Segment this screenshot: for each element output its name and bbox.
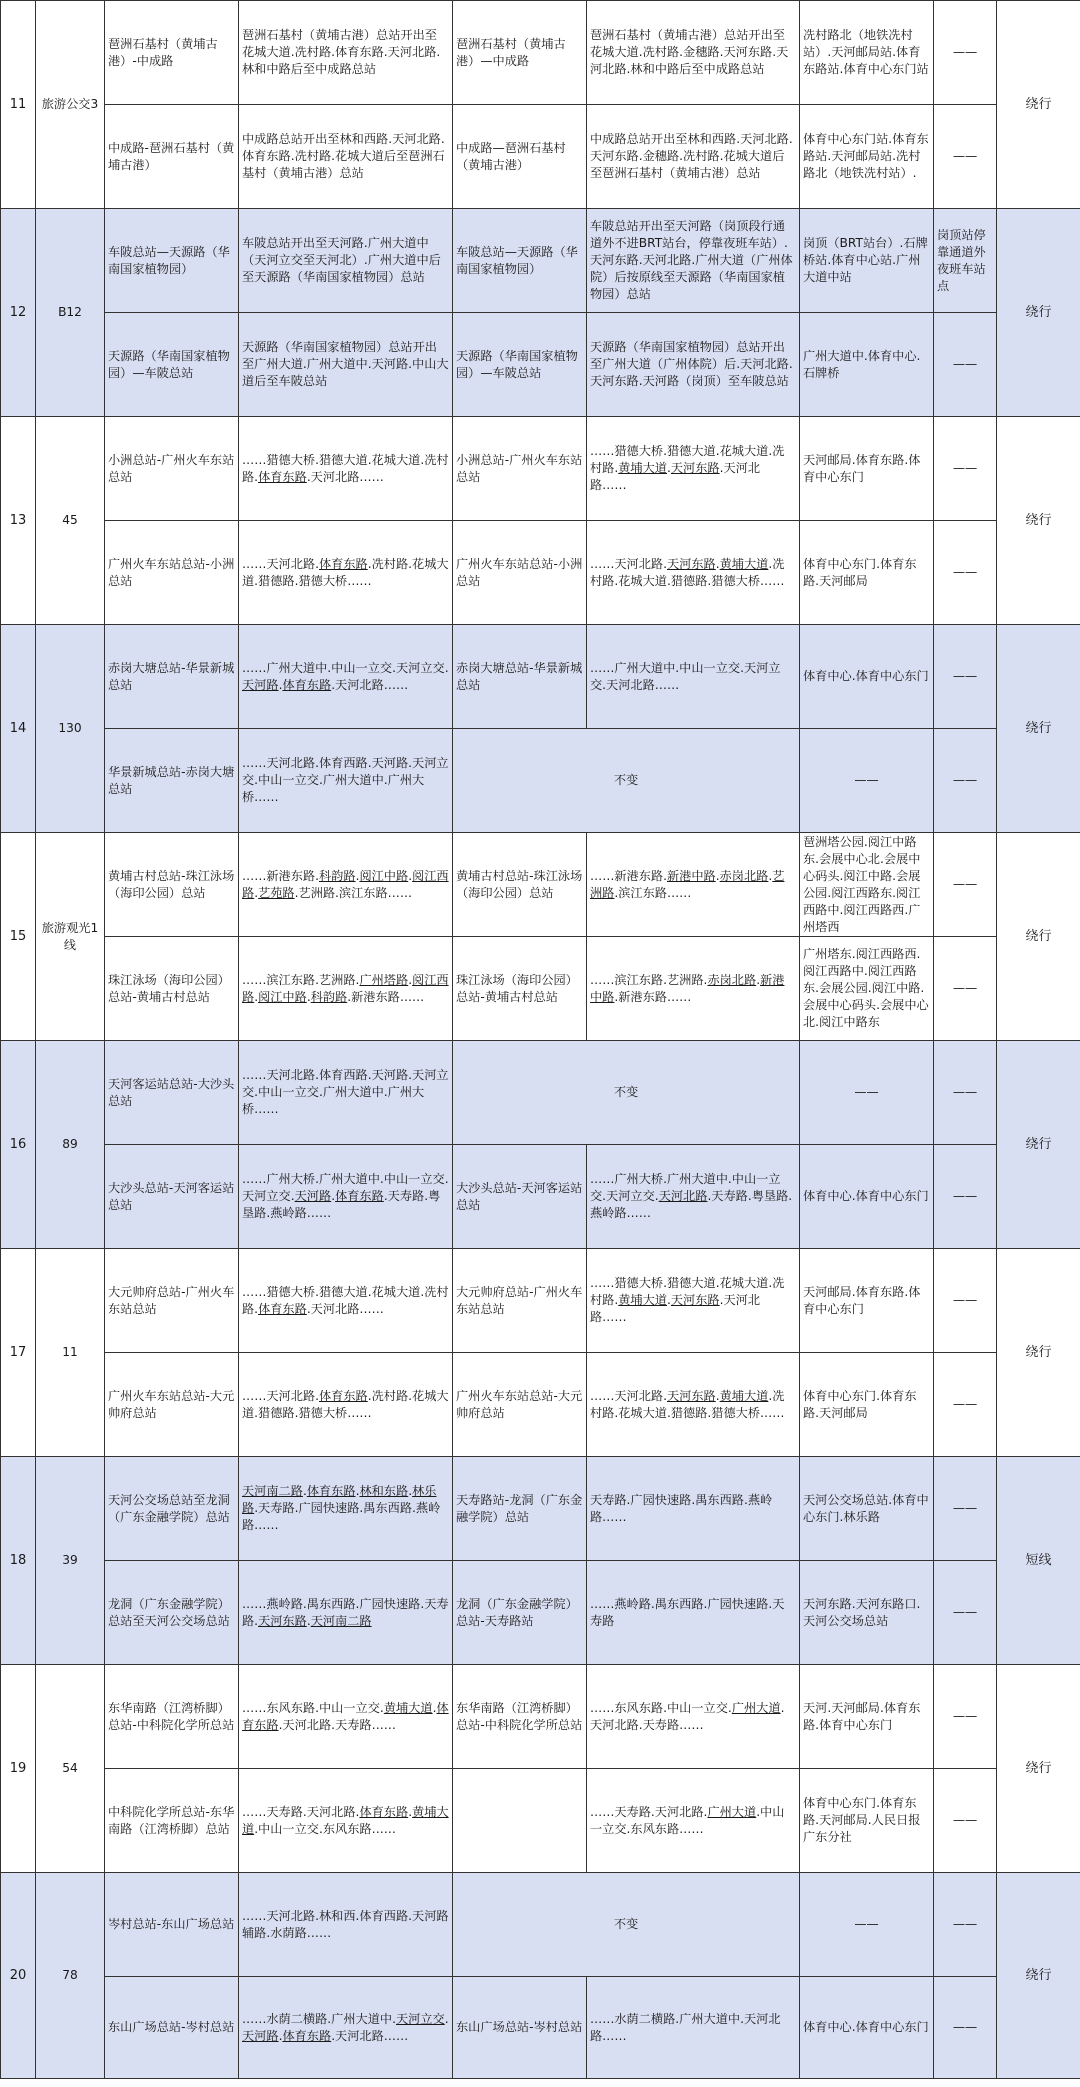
original-route: 珠江泳场（海印公园）总站-黄埔古村总站 [105,937,239,1041]
table-row [1,937,1080,1041]
original-route: 中科院化学所总站-东华南路（江湾桥脚）总站 [105,1769,239,1873]
new-route: 广州火车东站总站-小洲总站 [453,521,587,625]
table-row [1,1145,1080,1249]
added-stops: —— [934,313,997,417]
added-stops: —— [934,1977,997,2079]
cancelled-stops: 天河邮局.体育东路.体育中心东门 [800,417,934,521]
row-number: 11 [1,1,36,209]
original-route: 琶洲石基村（黄埔古港）-中成路 [105,1,239,105]
row-number: 14 [1,625,36,833]
table-row [1,105,1080,209]
new-route: 广州火车东站总站-大元帅府总站 [453,1353,587,1457]
line-name: 130 [36,625,105,833]
original-path: 中成路总站开出至林和西路.天河北路.体育东路.冼村路.花城大道后至琶洲石基村（黄埔古港）总站 [239,105,453,209]
added-stops: —— [934,521,997,625]
line-name: B12 [36,209,105,417]
new-path: ……天寿路.天河北路.广州大道.中山一立交.东风东路…… [587,1769,800,1873]
new-route: 大元帅府总站-广州火车东站总站 [453,1249,587,1353]
row-number: 13 [1,417,36,625]
original-route: 小洲总站-广州火车东站总站 [105,417,239,521]
original-route: 天源路（华南国家植物园）—车陂总站 [105,313,239,417]
adjust-type: 绕行 [997,1249,1080,1457]
adjust-type: 绕行 [997,209,1080,417]
new-route: 中成路—琶洲石基村（黄埔古港） [453,105,587,209]
cancelled-stops: 体育中心东门.体育东路.天河邮局 [800,1353,934,1457]
table-row [1,625,1080,729]
new-route: 东华南路（江湾桥脚）总站-中科院化学所总站 [453,1665,587,1769]
added-stops: —— [934,937,997,1041]
cancelled-stops: 天河邮局.体育东路.体育中心东门 [800,1249,934,1353]
cancelled-stops: 岗顶（BRT站台）.石牌桥站.体育中心站.广州大道中站 [800,209,934,313]
added-stops: —— [934,1457,997,1561]
cancelled-stops: —— [800,1041,934,1145]
row-number: 19 [1,1665,36,1873]
added-stops: —— [934,1769,997,1873]
original-path: 天源路（华南国家植物园）总站开出至广州大道.广州大道中.天河路.中山大道后至车陂总站 [239,313,453,417]
row-number: 15 [1,833,36,1041]
table-row [1,209,1080,313]
original-route: 东华南路（江湾桥脚）总站-中科院化学所总站 [105,1665,239,1769]
original-path: ……燕岭路.禺东西路.广园快速路.天寿路.天河东路.天河南二路 [239,1561,453,1665]
original-route: 东山广场总站-岑村总站 [105,1977,239,2079]
new-route: 天寿路站-龙洞（广东金融学院）总站 [453,1457,587,1561]
original-path: ……新港东路.科韵路.阅江中路.阅江西路.艺苑路.艺洲路.滨江东路…… [239,833,453,937]
original-route: 赤岗大塘总站-华景新城总站 [105,625,239,729]
table-row [1,729,1080,833]
new-path: ……东风东路.中山一立交.广州大道.天河北路.天寿路…… [587,1665,800,1769]
new-path: ……天河北路.天河东路.黄埔大道.冼村路.花城大道.猎德路.猎德大桥…… [587,1353,800,1457]
row-number: 16 [1,1041,36,1249]
adjust-type: 绕行 [997,625,1080,833]
original-route: 大元帅府总站-广州火车东站总站 [105,1249,239,1353]
original-path: ……广州大桥.广州大道中.中山一立交.天河立交.天河路.体育东路.天寿路.粤垦路.燕岭路…… [239,1145,453,1249]
original-path: ……天寿路.天河北路.体育东路.黄埔大道.中山一立交.东风东路…… [239,1769,453,1873]
cancelled-stops: 天河.天河邮局.体育东路.体育中心东门 [800,1665,934,1769]
original-path: 天河南二路.体育东路.林和东路.林乐路.天寿路.广园快速路.禺东西路.燕岭路…… [239,1457,453,1561]
row-number: 17 [1,1249,36,1457]
added-stops: —— [934,417,997,521]
cancelled-stops: 体育中心.体育中心东门 [800,625,934,729]
added-stops: —— [934,1561,997,1665]
new-route: 天源路（华南国家植物园）—车陂总站 [453,313,587,417]
added-stops: —— [934,1041,997,1145]
cancelled-stops: 冼村路北（地铁冼村站）.天河邮局站.体育东路站.体育中心东门站 [800,1,934,105]
table-body [1,1,1080,2079]
cancelled-stops: 广州大道中.体育中心.石牌桥 [800,313,934,417]
original-route: 龙洞（广东金融学院）总站至天河公交场总站 [105,1561,239,1665]
original-route: 岑村总站-东山广场总站 [105,1873,239,1977]
added-stops: —— [934,105,997,209]
new-route: 龙洞（广东金融学院）总站-天寿路站 [453,1561,587,1665]
new-route: 珠江泳场（海印公园）总站-黄埔古村总站 [453,937,587,1041]
original-route: 华景新城总站-赤岗大塘总站 [105,729,239,833]
new-route: 琶洲石基村（黄埔古港）—中成路 [453,1,587,105]
unchanged-note: 不变 [453,1873,800,1977]
new-path: 天寿路.广园快速路.禺东西路.燕岭路…… [587,1457,800,1561]
original-path: 车陂总站开出至天河路.广州大道中（天河立交至天河北）.广州大道中后至天源路（华南国家植物园）总站 [239,209,453,313]
new-path: ……天河北路.天河东路.黄埔大道.冼村路.花城大道.猎德路.猎德大桥…… [587,521,800,625]
adjust-type: 绕行 [997,1873,1080,2079]
cancelled-stops: 天河公交场总站.体育中心东门.林乐路 [800,1457,934,1561]
cancelled-stops: 体育中心东门站.体育东路站.天河邮局站.冼村路北（地铁冼村站）. [800,105,934,209]
new-path: ……水荫二横路.广州大道中.天河北路…… [587,1977,800,2079]
new-route: 黄埔古村总站-珠江泳场（海印公园）总站 [453,833,587,937]
new-path: ……滨江东路.艺洲路.赤岗北路.新港中路.新港东路…… [587,937,800,1041]
added-stops: —— [934,1249,997,1353]
original-path: ……天河北路.体育西路.天河路.天河立交.中山一立交.广州大道中.广州大桥…… [239,729,453,833]
original-route: 中成路-琶洲石基村（黄埔古港） [105,105,239,209]
cancelled-stops: 广州塔东.阅江西路西.阅江西路中.阅江西路东.会展公园.阅江中路.会展中心码头.会展中心北.阅江中路东 [800,937,934,1041]
original-path: ……天河北路.体育东路.冼村路.花城大道.猎德路.猎德大桥…… [239,521,453,625]
table-row [1,1249,1080,1353]
original-path: 琶洲石基村（黄埔古港）总站开出至花城大道.冼村路.体育东路.天河北路.林和中路后至中成路总站 [239,1,453,105]
added-stops: —— [934,1873,997,1977]
new-path: ……新港东路.新港中路.赤岗北路.艺洲路.滨江东路…… [587,833,800,937]
added-stops: —— [934,1353,997,1457]
original-route: 广州火车东站总站-大元帅府总站 [105,1353,239,1457]
line-name: 旅游观光1线 [36,833,105,1041]
original-route: 天河公交场总站至龙洞（广东金融学院）总站 [105,1457,239,1561]
original-path: ……天河北路.体育东路.冼村路.花城大道.猎德路.猎德大桥…… [239,1353,453,1457]
adjust-type: 绕行 [997,417,1080,625]
added-stops: —— [934,1,997,105]
original-path: ……东风东路.中山一立交.黄埔大道.体育东路.天河北路.天寿路…… [239,1665,453,1769]
cancelled-stops: 体育中心东门.体育东路.天河邮局.人民日报广东分社 [800,1769,934,1873]
new-route [453,1769,587,1873]
table-row [1,1041,1080,1145]
original-path: ……猎德大桥.猎德大道.花城大道.冼村路.体育东路.天河北路…… [239,417,453,521]
line-name: 39 [36,1457,105,1665]
original-route: 广州火车东站总站-小洲总站 [105,521,239,625]
added-stops: 岗顶站停靠通道外夜班车站点 [934,209,997,313]
added-stops: —— [934,833,997,937]
table-row [1,1457,1080,1561]
new-path: ……猎德大桥.猎德大道.花城大道.冼村路.黄埔大道.天河东路.天河北路…… [587,417,800,521]
adjust-type: 绕行 [997,1665,1080,1873]
table-row [1,1769,1080,1873]
cancelled-stops: —— [800,729,934,833]
original-route: 大沙头总站-天河客运站总站 [105,1145,239,1249]
table-row [1,1873,1080,1977]
table-row [1,521,1080,625]
added-stops: —— [934,1145,997,1249]
cancelled-stops: 体育中心.体育中心东门 [800,1977,934,2079]
original-path: ……天河北路.体育西路.天河路.天河立交.中山一立交.广州大道中.广州大桥…… [239,1041,453,1145]
row-number: 12 [1,209,36,417]
added-stops: —— [934,625,997,729]
adjust-type: 绕行 [997,1041,1080,1249]
new-route: 小洲总站-广州火车东站总站 [453,417,587,521]
new-path: 车陂总站开出至天河路（岗顶段行通道外不进BRT站台，停靠夜班车站）.天河东路.天河北路.广州大道（广州体院）后按原线至天源路（华南国家植物园）总站 [587,209,800,313]
new-path: 天源路（华南国家植物园）总站开出至广州大道（广州体院）后.天河北路.天河东路.天河路（岗顶）至车陂总站 [587,313,800,417]
new-route: 赤岗大塘总站-华景新城总站 [453,625,587,729]
line-name: 78 [36,1873,105,2079]
line-name: 54 [36,1665,105,1873]
line-name: 11 [36,1249,105,1457]
original-path: ……水荫二横路.广州大道中.天河立交.天河路.体育东路.天河北路…… [239,1977,453,2079]
table-row [1,1561,1080,1665]
table-row [1,1665,1080,1769]
original-route: 天河客运站总站-大沙头总站 [105,1041,239,1145]
adjust-type: 短线 [997,1457,1080,1665]
adjust-type: 绕行 [997,1,1080,209]
row-number: 18 [1,1457,36,1665]
cancelled-stops: 琶洲塔公园.阅江中路东.会展中心北.会展中心码头.阅江中路.会展公园.阅江西路东.阅江西路中.阅江西路西.广州塔西 [800,833,934,937]
new-path: ……燕岭路.禺东西路.广园快速路.天寿路 [587,1561,800,1665]
table-row [1,417,1080,521]
original-path: ……天河北路.林和西.体育西路.天河路辅路.水荫路…… [239,1873,453,1977]
original-route: 车陂总站—天源路（华南国家植物园） [105,209,239,313]
cancelled-stops: 体育中心东门.体育东路.天河邮局 [800,521,934,625]
line-name: 45 [36,417,105,625]
original-route: 黄埔古村总站-珠江泳场（海印公园）总站 [105,833,239,937]
added-stops: —— [934,729,997,833]
cancelled-stops: —— [800,1873,934,1977]
table-row [1,1,1080,105]
line-name: 旅游公交3 [36,1,105,209]
new-route: 车陂总站—天源路（华南国家植物园） [453,209,587,313]
new-path: ……广州大桥.广州大道中.中山一立交.天河立交.天河北路.天寿路.粤垦路.燕岭路…… [587,1145,800,1249]
table-row [1,1353,1080,1457]
new-path: 中成路总站开出至林和西路.天河北路.天河东路.金穗路.冼村路.花城大道后至琶洲石基村（黄埔古港）总站 [587,105,800,209]
unchanged-note: 不变 [453,1041,800,1145]
original-path: ……广州大道中.中山一立交.天河立交.天河路.体育东路.天河北路…… [239,625,453,729]
new-path: 琶洲石基村（黄埔古港）总站开出至花城大道.冼村路.金穗路.天河东路.天河北路.林和中路后至中成路总站 [587,1,800,105]
new-path: ……广州大道中.中山一立交.天河立交.天河北路…… [587,625,800,729]
original-path: ……猎德大桥.猎德大道.花城大道.冼村路.体育东路.天河北路…… [239,1249,453,1353]
adjust-type: 绕行 [997,833,1080,1041]
row-number: 20 [1,1873,36,2079]
original-path: ……滨江东路.艺洲路.广州塔路.阅江西路.阅江中路.科韵路.新港东路…… [239,937,453,1041]
new-route: 东山广场总站-岑村总站 [453,1977,587,2079]
new-path: ……猎德大桥.猎德大道.花城大道.冼村路.黄埔大道.天河东路.天河北路…… [587,1249,800,1353]
table-row [1,833,1080,937]
cancelled-stops: 天河东路.天河东路口.天河公交场总站 [800,1561,934,1665]
unchanged-note: 不变 [453,729,800,833]
cancelled-stops: 体育中心.体育中心东门 [800,1145,934,1249]
added-stops: —— [934,1665,997,1769]
line-name: 89 [36,1041,105,1249]
table-row [1,313,1080,417]
table-row [1,1977,1080,2079]
new-route: 大沙头总站-天河客运站总站 [453,1145,587,1249]
